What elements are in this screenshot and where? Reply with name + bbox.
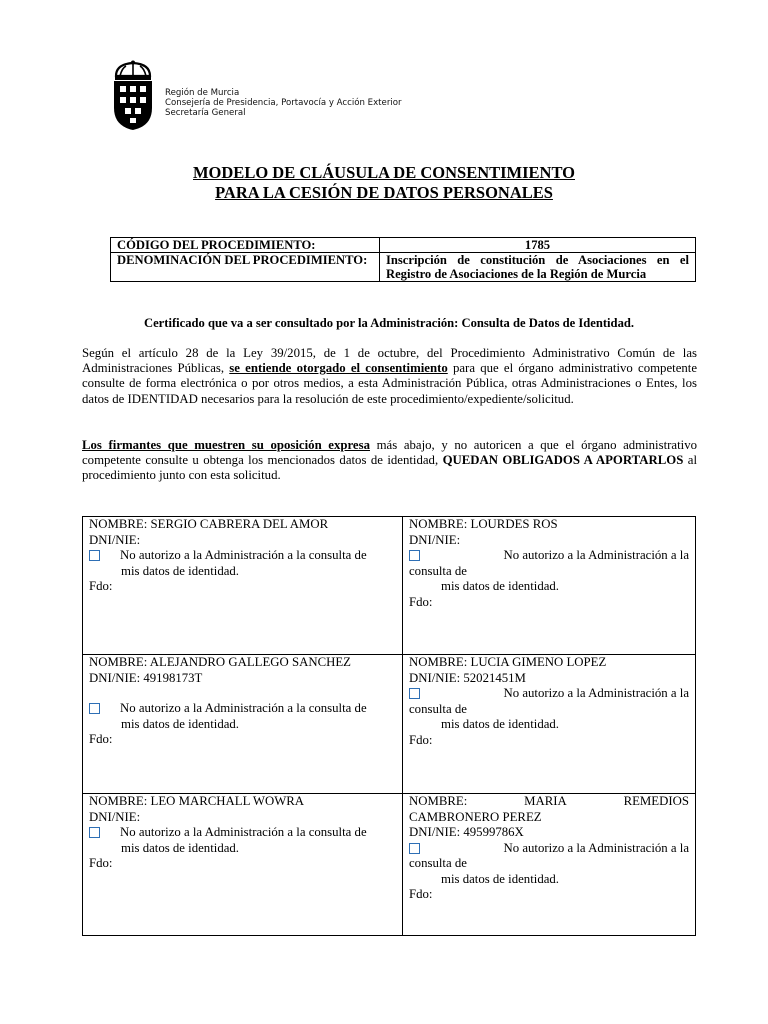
procedure-name-label: DENOMINACIÓN DEL PROCEDIMIENTO: xyxy=(111,253,380,282)
consent-checkbox[interactable] xyxy=(89,703,100,714)
signature-label: Fdo: xyxy=(409,594,433,609)
org-line-region: Región de Murcia xyxy=(165,88,240,98)
organization-name xyxy=(165,88,402,118)
paragraph2-emphasis: Los firmantes que muestren su oposición expresa xyxy=(82,438,370,452)
region-murcia-coat-of-arms-logo xyxy=(110,60,156,132)
consent-text-mid: consulta de xyxy=(409,563,467,578)
legal-paragraph-consent xyxy=(82,346,697,407)
procedure-code-value: 1785 xyxy=(380,238,696,253)
signer-cell-1 xyxy=(83,517,402,654)
org-line-consejeria: Consejería de Presidencia, Portavocía y Acción Exterior xyxy=(165,98,402,108)
paragraph1-emphasis: se entiende otorgado el consentimiento xyxy=(229,361,448,376)
signer-dni: DNI/NIE: 49198173T xyxy=(89,670,203,685)
consent-text: No autorizo a la Administración a la xyxy=(503,686,689,700)
consent-text-2: mis datos de identidad. xyxy=(441,717,559,731)
consent-checkbox[interactable] xyxy=(409,843,420,854)
signer-name-second: REMEDIOS xyxy=(623,794,689,808)
signer-dni: DNI/NIE: 49599786X xyxy=(409,825,524,839)
consent-text-2: mis datos de identidad. xyxy=(121,563,239,578)
signer-name: NOMBRE: LEO MARCHALL WOWRA xyxy=(89,794,305,808)
signer-name-first: MARIA xyxy=(524,794,567,808)
signer-cell-2 xyxy=(403,517,695,654)
signer-dni: DNI/NIE: 52021451M xyxy=(409,670,526,685)
consent-text-2: mis datos de identidad. xyxy=(121,716,239,731)
signer-cell-5 xyxy=(83,794,402,935)
paragraph1-text-b: para que el órgano administrativo competente consulte de forma electrónica o por otros medios, a esta Administración Pública, otras Administraciones o Entes, los datos de IDENTIDAD necesarios para la resolución de este procedimiento/expediente/solicitud. xyxy=(82,361,698,406)
procedure-code-label: CÓDIGO DEL PROCEDIMIENTO: xyxy=(111,238,380,253)
signers-grid xyxy=(82,516,696,936)
signer-dni: DNI/NIE: xyxy=(89,809,141,824)
consent-checkbox[interactable] xyxy=(89,550,100,561)
signer-name: NOMBRE: ALEJANDRO GALLEGO SANCHEZ xyxy=(89,655,351,669)
document-title xyxy=(0,163,768,203)
signature-label: Fdo: xyxy=(409,732,433,747)
consent-text-mid: consulta de xyxy=(409,856,467,870)
signer-cell-6 xyxy=(403,794,695,935)
signer-dni: DNI/NIE: xyxy=(89,532,141,547)
consent-text-2: mis datos de identidad. xyxy=(441,579,559,593)
signer-cell-4 xyxy=(403,655,695,793)
signature-label: Fdo: xyxy=(89,732,113,746)
signer-name xyxy=(409,794,689,810)
consent-checkbox[interactable] xyxy=(89,827,100,838)
consent-text: No autorizo a la Administración a la consulta de xyxy=(120,548,367,562)
paragraph2-text-b: al procedimiento junto con esta solicitud. xyxy=(82,453,698,483)
procedure-table xyxy=(110,237,696,282)
consent-text: No autorizo a la Administración a la consulta de xyxy=(120,701,367,715)
paragraph2-text-a: más abajo, y no autoricen a que el órgano administrativo competente consulte u obtenga los mencionados datos de identidad, xyxy=(82,438,697,468)
signature-label: Fdo: xyxy=(89,579,113,593)
signer-name: NOMBRE: LUCIA GIMENO LOPEZ xyxy=(409,655,607,669)
signature-label: Fdo: xyxy=(409,887,433,901)
paragraph1-text-a: Según el artículo 28 de la Ley 39/2015, de 1 de octubre, del Procedimiento Administrativo Común de las Administraciones Públicas, xyxy=(82,346,697,376)
title-line-2: PARA LA CESIÓN DE DATOS PERSONALES xyxy=(215,183,553,202)
consent-text: No autorizo a la Administración a la xyxy=(503,840,689,855)
signer-name: NOMBRE: SERGIO CABRERA DEL AMOR xyxy=(89,517,329,531)
consent-text-mid: consulta de xyxy=(409,701,467,716)
org-line-secretaria: Secretaría General xyxy=(165,108,246,118)
signer-cell-3 xyxy=(83,655,402,793)
paragraph2-bold: QUEDAN OBLIGADOS A APORTARLOS xyxy=(442,453,684,468)
signer-name: NOMBRE: LOURDES ROS xyxy=(409,517,558,531)
signer-dni: DNI/NIE: xyxy=(409,532,461,547)
consent-text: No autorizo a la Administración a la xyxy=(503,548,689,562)
procedure-name-value: Inscripción de constitución de Asociaciones en el Registro de Asociaciones de la Región de Murcia xyxy=(380,253,696,282)
consent-text: No autorizo a la Administración a la consulta de xyxy=(120,825,367,839)
legal-paragraph-opposition xyxy=(82,438,697,484)
consent-checkbox[interactable] xyxy=(409,550,420,561)
consent-checkbox[interactable] xyxy=(409,688,420,699)
signature-label: Fdo: xyxy=(89,856,113,870)
signer-name-line-2: CAMBRONERO PEREZ xyxy=(409,809,542,824)
title-line-1: MODELO DE CLÁUSULA DE CONSENTIMIENTO xyxy=(192,163,575,182)
consent-text-2: mis datos de identidad. xyxy=(441,871,559,886)
signer-name-label: NOMBRE: xyxy=(409,794,468,808)
certificate-statement: Certificado que va a ser consultado por la Administración: Consulta de Datos de Identidad. xyxy=(143,316,635,330)
consent-text-2: mis datos de identidad. xyxy=(121,840,239,855)
